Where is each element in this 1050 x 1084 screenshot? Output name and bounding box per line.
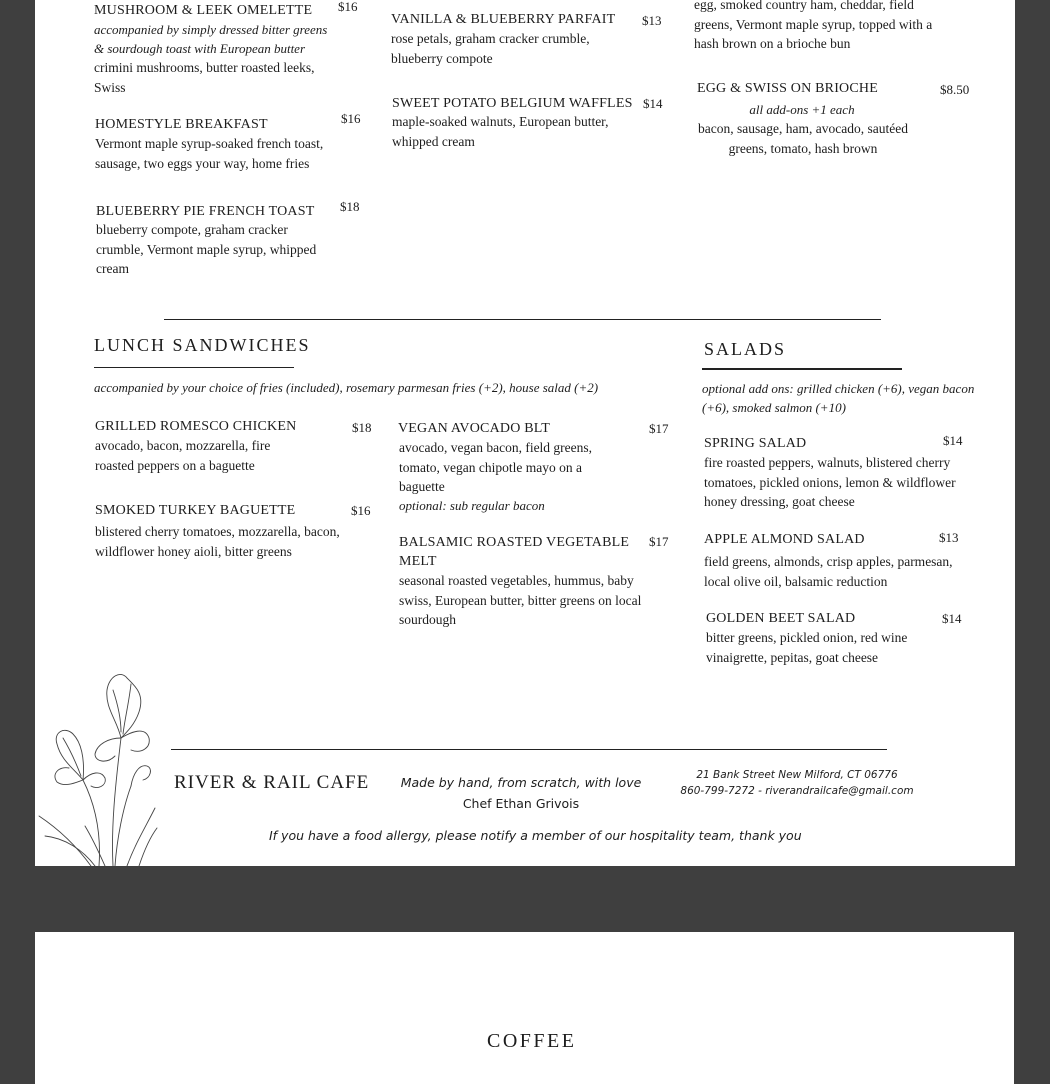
item-name: GRILLED ROMESCO CHICKEN <box>95 419 297 434</box>
item-desc: Vermont maple syrup-soaked french toast, sausage, two eggs your way, home fries <box>95 136 324 171</box>
item-price: $14 <box>943 433 963 448</box>
iris-flower-illustration <box>35 668 160 866</box>
section-underline <box>702 368 902 370</box>
item-name: BLUEBERRY PIE FRENCH TOAST <box>96 204 315 219</box>
section-title-salads: SALADS <box>704 339 787 359</box>
menu-page-coffee <box>35 932 1014 1084</box>
item-note: all add-ons +1 each <box>749 102 855 117</box>
item-price: $14 <box>942 611 962 626</box>
item-desc: fire roasted peppers, walnuts, blistered cherry tomatoes, pickled onions, lemon & wildflower honey dressing, goat cheese <box>704 455 956 509</box>
item-name: HOMESTYLE BREAKFAST <box>95 117 268 132</box>
item-name: VEGAN AVOCADO BLT <box>398 421 550 436</box>
menu-page <box>35 0 1015 866</box>
chef-name: Chef Ethan Grivois <box>462 796 580 811</box>
contact-info: 860-799-7272 - riverandrailcafe@gmail.com <box>680 785 914 797</box>
section-underline <box>94 367 294 368</box>
section-subtitle: accompanied by your choice of fries (included), rosemary parmesan fries (+2), house salad (+2) <box>94 380 599 395</box>
section-title-coffee: COFFEE <box>487 1030 577 1052</box>
item-desc: avocado, bacon, mozzarella, fire roasted peppers on a baguette <box>95 438 271 473</box>
item-desc: blueberry compote, graham cracker crumble, Vermont maple syrup, whipped cream <box>96 222 317 276</box>
tagline: Made by hand, from scratch, with love <box>400 775 642 790</box>
item-price: $8.50 <box>940 82 970 97</box>
item-price: $16 <box>351 503 371 518</box>
item-desc: egg, smoked country ham, cheddar, field greens, Vermont maple syrup, topped with a hash brown on a brioche bun <box>694 0 933 51</box>
item-desc: maple-soaked walnuts, European butter, whipped cream <box>392 114 609 149</box>
item-name: BALSAMIC ROASTED VEGETABLE MELT <box>399 535 630 569</box>
item-note: accompanied by simply dressed bitter greens & sourdough toast with European butter <box>94 22 328 56</box>
item-price: $14 <box>643 96 663 111</box>
section-subtitle: optional add ons: grilled chicken (+6), vegan bacon (+6), smoked salmon (+10) <box>702 381 975 415</box>
item-desc: bacon, sausage, ham, avocado, sautéed greens, tomato, hash brown <box>698 121 908 156</box>
address: 21 Bank Street New Milford, CT 06776 <box>696 769 898 781</box>
item-price: $16 <box>341 111 361 126</box>
item-name: GOLDEN BEET SALAD <box>706 611 856 626</box>
section-divider <box>164 319 881 320</box>
item-name: MUSHROOM & LEEK OMELETTE <box>94 3 313 18</box>
item-price: $17 <box>649 421 669 436</box>
allergy-notice: If you have a food allergy, please notify a member of our hospitality team, thank you <box>269 828 802 843</box>
cafe-name: RIVER & RAIL CAFE <box>174 772 370 793</box>
item-desc: rose petals, graham cracker crumble, blueberry compote <box>391 31 590 66</box>
item-name: APPLE ALMOND SALAD <box>704 532 865 547</box>
footer-divider <box>171 749 887 750</box>
item-desc: avocado, vegan bacon, field greens, tomato, vegan chipotle mayo on a baguette <box>399 440 593 494</box>
item-price: $17 <box>649 534 669 549</box>
item-price: $13 <box>642 13 662 28</box>
item-note: optional: sub regular bacon <box>399 498 545 513</box>
item-name: SWEET POTATO BELGIUM WAFFLES <box>392 96 633 111</box>
item-name: EGG & SWISS ON BRIOCHE <box>697 81 878 96</box>
item-name: SMOKED TURKEY BAGUETTE <box>95 503 296 518</box>
item-price: $18 <box>352 420 372 435</box>
item-desc: seasonal roasted vegetables, hummus, baby swiss, European butter, bitter greens on local sourdough <box>399 573 642 627</box>
item-desc: crimini mushrooms, butter roasted leeks, Swiss <box>94 60 315 95</box>
section-title-lunch: LUNCH SANDWICHES <box>94 335 311 355</box>
item-price: $16 <box>338 0 358 14</box>
item-name: SPRING SALAD <box>704 436 807 451</box>
item-name: VANILLA & BLUEBERRY PARFAIT <box>391 12 616 27</box>
item-desc: blistered cherry tomatoes, mozzarella, bacon, wildflower honey aioli, bitter greens <box>95 524 340 559</box>
item-desc: field greens, almonds, crisp apples, parmesan, local olive oil, balsamic reduction <box>704 554 953 589</box>
item-desc: bitter greens, pickled onion, red wine vinaigrette, pepitas, goat cheese <box>706 630 908 665</box>
item-price: $13 <box>939 530 959 545</box>
item-price: $18 <box>340 199 360 214</box>
